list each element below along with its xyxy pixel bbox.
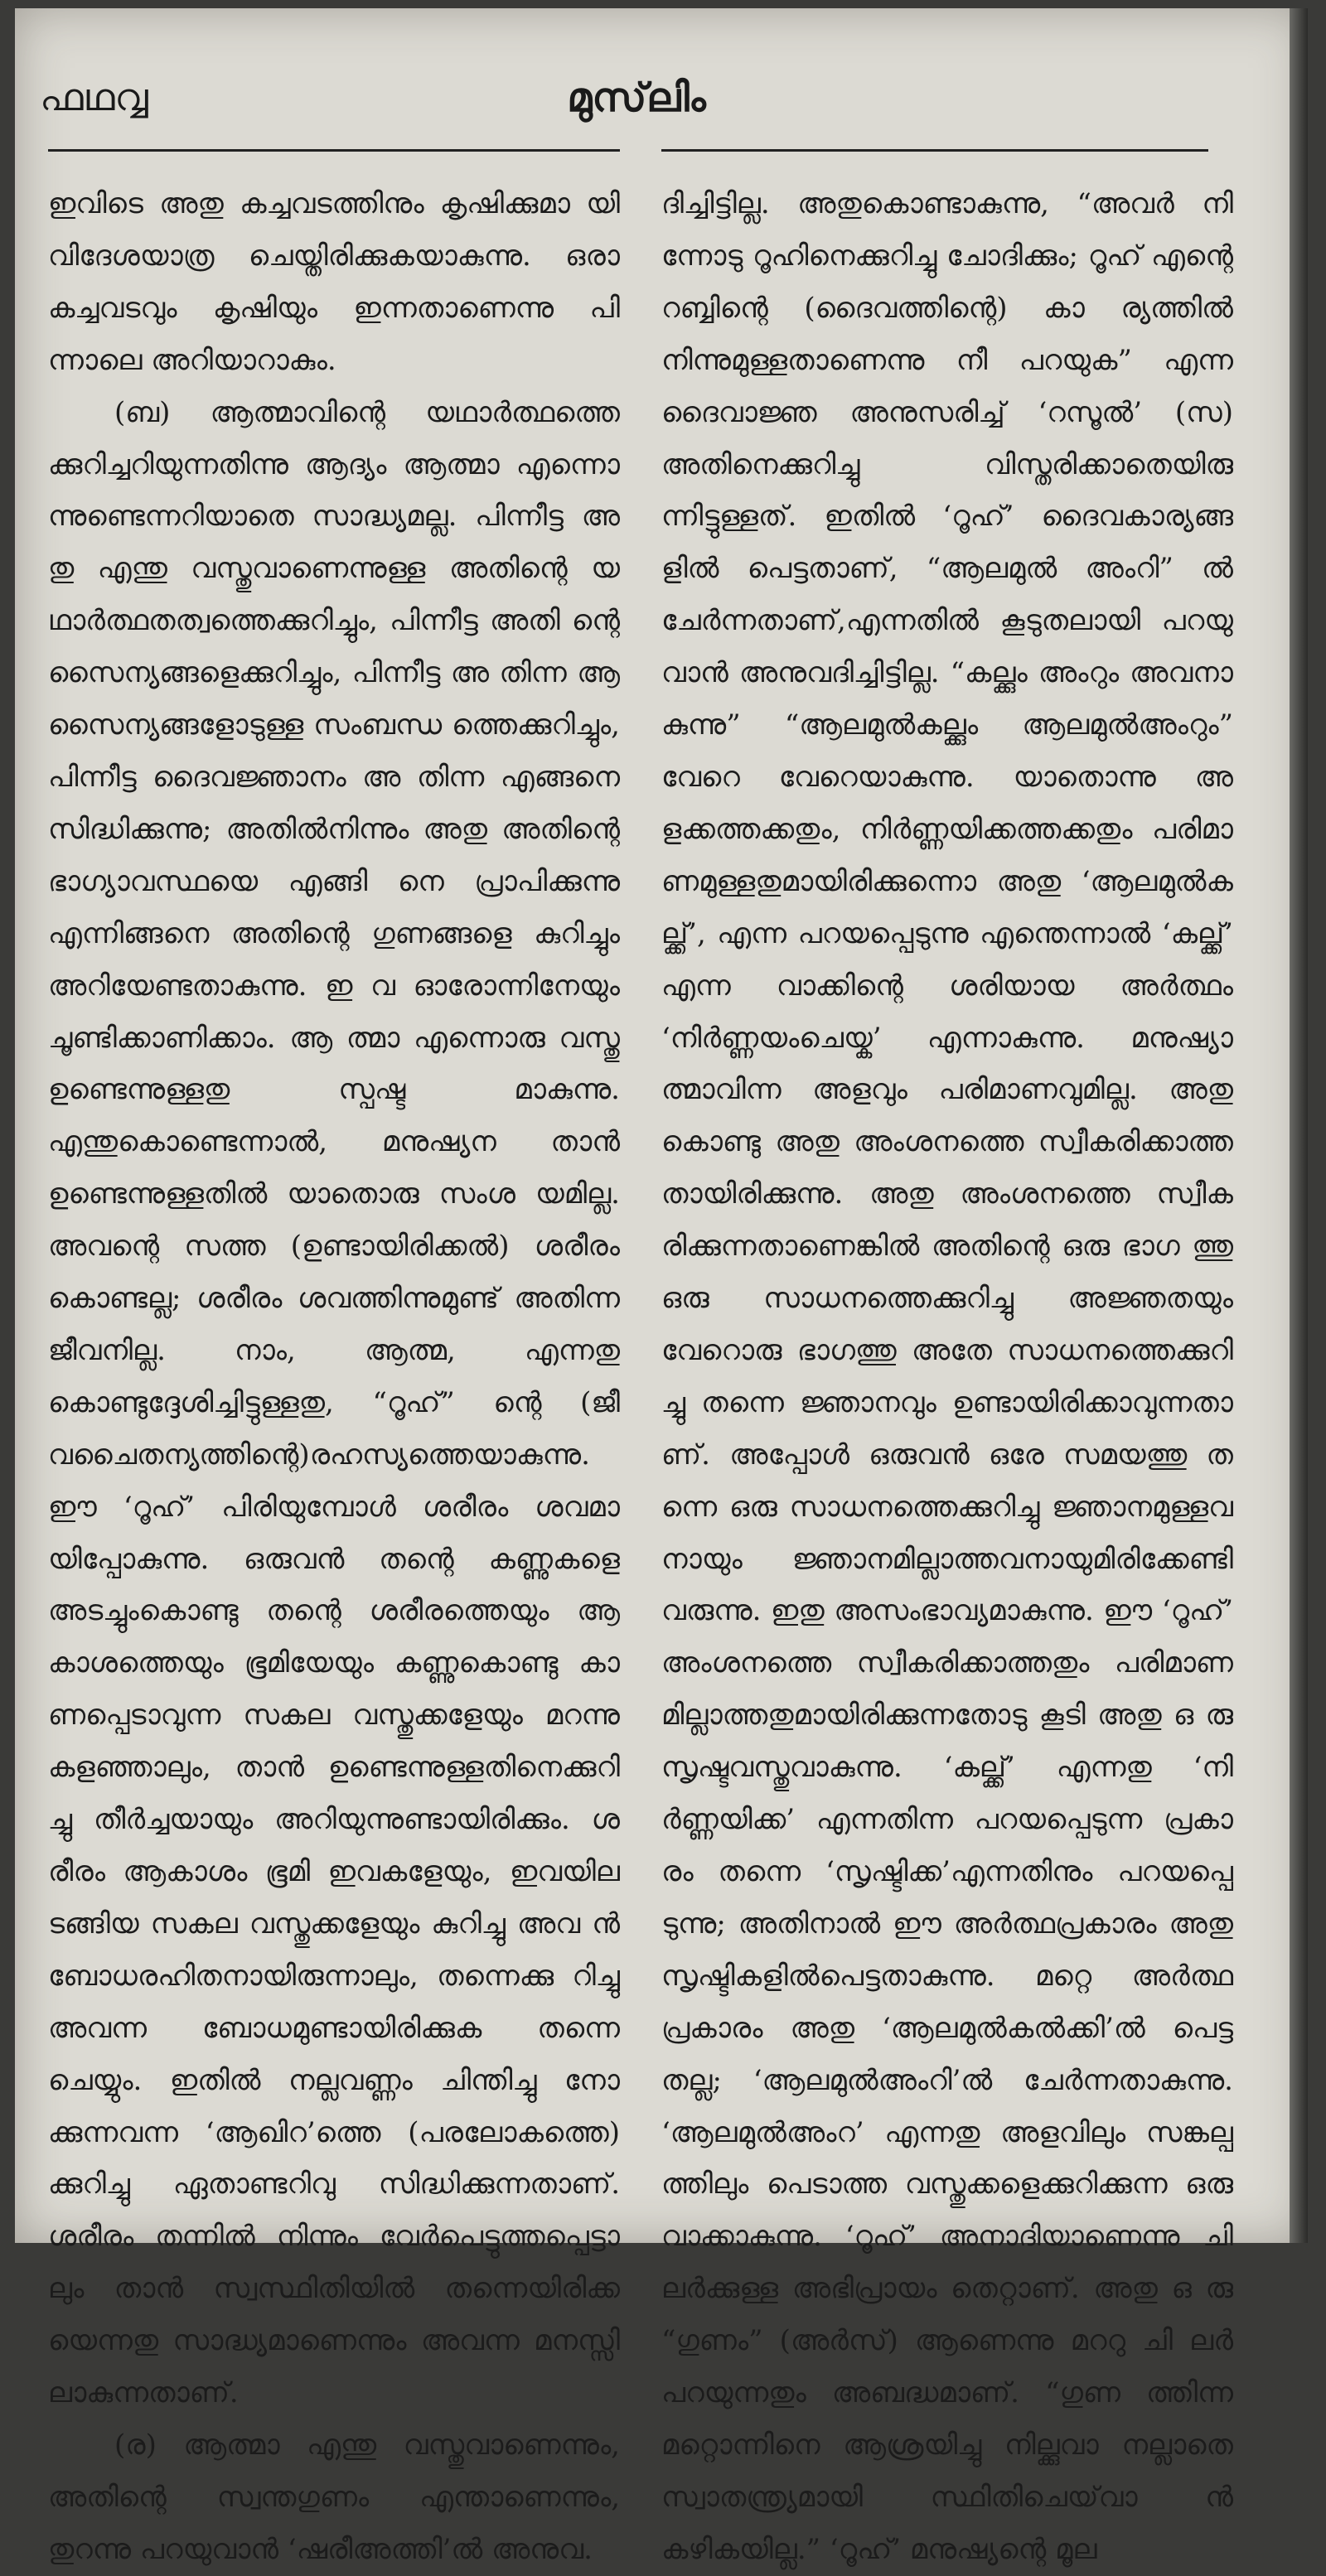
left-paragraph-2: (ബ) ആത്മാവിന്റെ യഥാർത്ഥത്തെ ക്കുറിച്ചറിയുന്നതിന്നു ആദ്യം ആത്മാ എന്നൊ ന്നുണ്ടെന്നറിയാതെ സാദ്ധ്യമല്ല. പിന്നീട്ട അ തു എന്തു വസ്തുവാണെന്നുള്ള അതിന്റെ യ ഥാർത്ഥതത്വത്തെക്കുറിച്ചും, പിന്നീട്ട അതി ന്റെ സൈന്യങ്ങളെക്കുറിച്ചും, പിന്നീട്ട അ തിന്ന ആ സൈന്യങ്ങളോടുള്ള സംബന്ധ ത്തെക്കുറിച്ചും, പിന്നീട്ട ദൈവജ്ഞാനം അ തിന്ന എങ്ങനെ സിദ്ധിക്കുന്നു; അതിൽനിന്നും അതു അതിന്റെ ഭാഗ്യാവസ്ഥയെ എങ്ങി നെ പ്രാപിക്കുന്നു എന്നിങ്ങനെ അതിന്റെ ഗുണങ്ങളെ കുറിച്ചും അറിയേണ്ടതാകുന്നു. ഇ വ ഓരോന്നിനേയും ചൂണ്ടിക്കാണിക്കാം. ആ ത്മാ എന്നൊരു വസ്തു ഉണ്ടെന്നുള്ളതു സ്പഷ്ട മാകുന്നു. എന്തുകൊണ്ടെന്നാൽ, മനുഷ്യന താൻ ഉണ്ടെന്നുള്ളതിൽ യാതൊരു സംശ യമില്ല. അവന്റെ സത്ത (ഉണ്ടായിരിക്കൽ) ശരീരം കൊണ്ടല്ല; ശരീരം ശവത്തിന്നുമുണ്ട് അതിന്ന ജീവനില്ല. നാം, ആത്മ, എന്നതു കൊണ്ടുദ്ദേശിച്ചിട്ടുള്ളതു, “റൂഹ്” ന്റെ (ജീ വചൈതന്യത്തിന്റെ)രഹസ്യത്തെയാകുന്നു. ഈ ‘റൂഹ്’ പിരിയുമ്പോൾ ശരീരം ശവമാ യിപ്പോകുന്നു. ഒരുവൻ തന്റെ കണ്ണുകളെ അടച്ചുംകൊണ്ടു തന്റെ ശരീരത്തെയും ആ കാശത്തെയും ഭൂമിയേയും കണ്ണുകൊണ്ടു കാ ണപ്പെടാവുന്ന സകല വസ്തുക്കളേയും മറന്നു കളഞ്ഞാലും, താൻ ഉണ്ടെന്നുള്ളതിനെക്കുറി ച്ചു തീർച്ചയായും അറിയുന്നുണ്ടായിരിക്കും. ശ രീരം ആകാശം ഭൂമി ഇവകളേയും, ഇവയില ടങ്ങിയ സകല വസ്തുക്കളേയും കുറിച്ചു അവ ൻ ബോധരഹിതനായിരുന്നാലും, തന്നെക്കു റിച്ചു അവന്ന ബോധമുണ്ടായിരിക്കുക തന്നെ ചെയ്യും. ഇതിൽ നല്ലവണ്ണം ചിന്തിച്ചു നോ ക്കുന്നവന്ന ‘ആഖിറ’ത്തെ (പരലോകത്തെ) ക്കുറിച്ചു ഏതാണ്ടറിവു സിദ്ധിക്കുന്നതാണ്. ശരീരം തന്നിൽ നിന്നും വേർപെട്ടുത്തപ്പെട്ടാ ലും താൻ സ്വസ്ഥിതിയിൽ തന്നെയിരിക്ക യെന്നതു സാദ്ധ്യമാണെന്നും അവന്ന മനസ്സി ലാകുന്നതാണ്. bbox=[48, 395, 620, 2410]
page-header bbox=[40, 75, 1217, 133]
right-paragraph-1: ദിച്ചിട്ടില്ല. അതുകൊണ്ടാകുന്നു, “അവർ നി ന്നോടു റൂഹിനെക്കുറിച്ചു ചോദിക്കും; റൂഹ് എന്റെ റബ്ബിന്റെ (ദൈവത്തിന്റെ) കാ ര്യത്തിൽ നിന്നുമുള്ളതാണെന്നു നീ പറയുക” എന്ന ദൈവാജ്ഞ അനുസരിച്ച് ‘റസൂൽ’ (സ) അതിനെക്കുറിച്ചു വിസ്തരിക്കാതെയിരു ന്നിട്ടുള്ളത്. ഇതിൽ ‘റൂഹ്’ ദൈവകാര്യങ്ങ ളിൽ പെട്ടതാണ്, “ആലമുൽ അംറി” ൽ ചേർന്നതാണ്,എന്നതിൽ കൂടുതലായി പറയു വാൻ അനുവദിച്ചിട്ടില്ല. “കല്ക്കും അംറും അവനാ കുന്നു” “ആലമുൽകല്ക്കും ആലമുൽഅംറും” വേറെ വേറെയാകുന്നു. യാതൊന്നു അ ളക്കത്തക്കതും, നിർണ്ണയിക്കത്തക്കതും പരിമാ ണമുള്ളതുമായിരിക്കുന്നൊ അതു ‘ആലമുൽക ല്ക്ക്’, എന്ന പറയപ്പെടുന്നു എന്തെന്നാൽ ‘കല്ക്ക്’ എന്ന വാക്കിന്റെ ശരിയായ അർത്ഥം ‘നിർണ്ണയംചെയ്ക’ എന്നാകുന്നു. മനുഷ്യാ ത്മാവിന്ന അളവും പരിമാണവുമില്ല. അതു കൊണ്ടു അതു അംശനത്തെ സ്വീകരിക്കാത്ത തായിരിക്കുന്നു. അതു അംശനത്തെ സ്വീക രിക്കുന്നതാണെങ്കിൽ അതിന്റെ ഒരു ഭാഗ ത്തു ഒരു സാധനത്തെക്കുറിച്ചു അജ്ഞതയും വേറൊരു ഭാഗത്തു അതേ സാധനത്തെക്കുറി ച്ചു തന്നെ ജ്ഞാനവും ഉണ്ടായിരിക്കാവുന്നതാ ണ്. അപ്പോൾ ഒരുവൻ ഒരേ സമയത്തു ത ന്നെ ഒരു സാധനത്തെക്കുറിച്ചു ജ്ഞാനമുള്ളവ നായും ജ്ഞാനമില്ലാത്തവനായുമിരിക്കേണ്ടി വരുന്നു. ഇതു അസംഭാവ്യമാകുന്നു. ഈ ‘റൂഹ്’ അംശനത്തെ സ്വീകരിക്കാത്തതും പരിമാണ മില്ലാത്തതുമായിരിക്കുന്നതോടു കൂടി അതു ഒ രു സൃഷ്ടവസ്തുവാകുന്നു. ‘കല്ക്ക്’ എന്നതു ‘നി ർണ്ണയിക്ക’ എന്നതിന്ന പറയപ്പെടുന്ന പ്രകാ രം തന്നെ ‘സൃഷ്ടിക്ക’എന്നതിനും പറയപ്പെ ടുന്നു; അതിനാൽ ഈ അർത്ഥപ്രകാരം അതു സൃഷ്ടികളിൽപെട്ടതാകുന്നു. മറ്റെ അർത്ഥ പ്രകാരം അതു ‘ആലമുൽകൽക്കി’ൽ പെട്ട തല്ല; ‘ആലമുൽഅംറി’ൽ ചേർന്നതാകുന്നു. ‘ആലമുൽഅംറ’ എന്നതു അളവിലും സങ്കല്പ ത്തിലും പെടാത്ത വസ്തുക്കളെക്കുറിക്കുന്ന ഒരു വാക്കാകുന്നു. ‘റൂഹ്’ അനാദിയാണെന്നു ചി ലർക്കുള്ള അഭിപ്രായം തെറ്റാണ്. അതു ഒ രു “ഗുണം” (അർസ്) ആണെന്നു മററു ചി ലർ പറയുന്നതും അബദ്ധമാണ്. “ഗുണ ത്തിന്ന മറ്റൊന്നിനെ ആശ്രയിച്ചു നില്ക്കുവാ നല്ലാതെ സ്വാതന്ത്ര്യമായി സ്ഥിതിചെയ്‌വാ ൻ കഴികയില്ല.” ‘റൂഹ്’ മനുഷ്യന്റെ മൂല bbox=[661, 187, 1233, 2566]
left-paragraph-3: (ര) ആത്മാ എന്തു വസ്തുവാണെന്നും, അതിന്റെ സ്വന്തഗുണം എന്താണെന്നും, തുറന്നു പറയുവാൻ ‘ഷരീഅത്തി’ൽ അനുവ. bbox=[48, 2428, 620, 2566]
left-column bbox=[48, 178, 620, 2576]
header-rule-left bbox=[48, 149, 620, 152]
running-title: മുസ്‌ലിം bbox=[567, 75, 706, 121]
right-column bbox=[661, 178, 1233, 2576]
left-paragraph-1: ഇവിടെ അതു കച്ചവടത്തിനും കൃഷിക്കുമാ യി വിദേശയാത്ര ചെയ്തിരിക്കുകയാകുന്നു. ഒരാ കച്ചവടവും കൃഷിയും ഇന്നതാണെന്നു പി ന്നാലെ അറിയാറാകും. bbox=[48, 187, 620, 377]
page-number: ഫഥവ്വ bbox=[40, 75, 148, 119]
header-rule-right bbox=[661, 149, 1208, 152]
scanned-page bbox=[15, 8, 1308, 2566]
page-edge bbox=[1290, 8, 1308, 2243]
